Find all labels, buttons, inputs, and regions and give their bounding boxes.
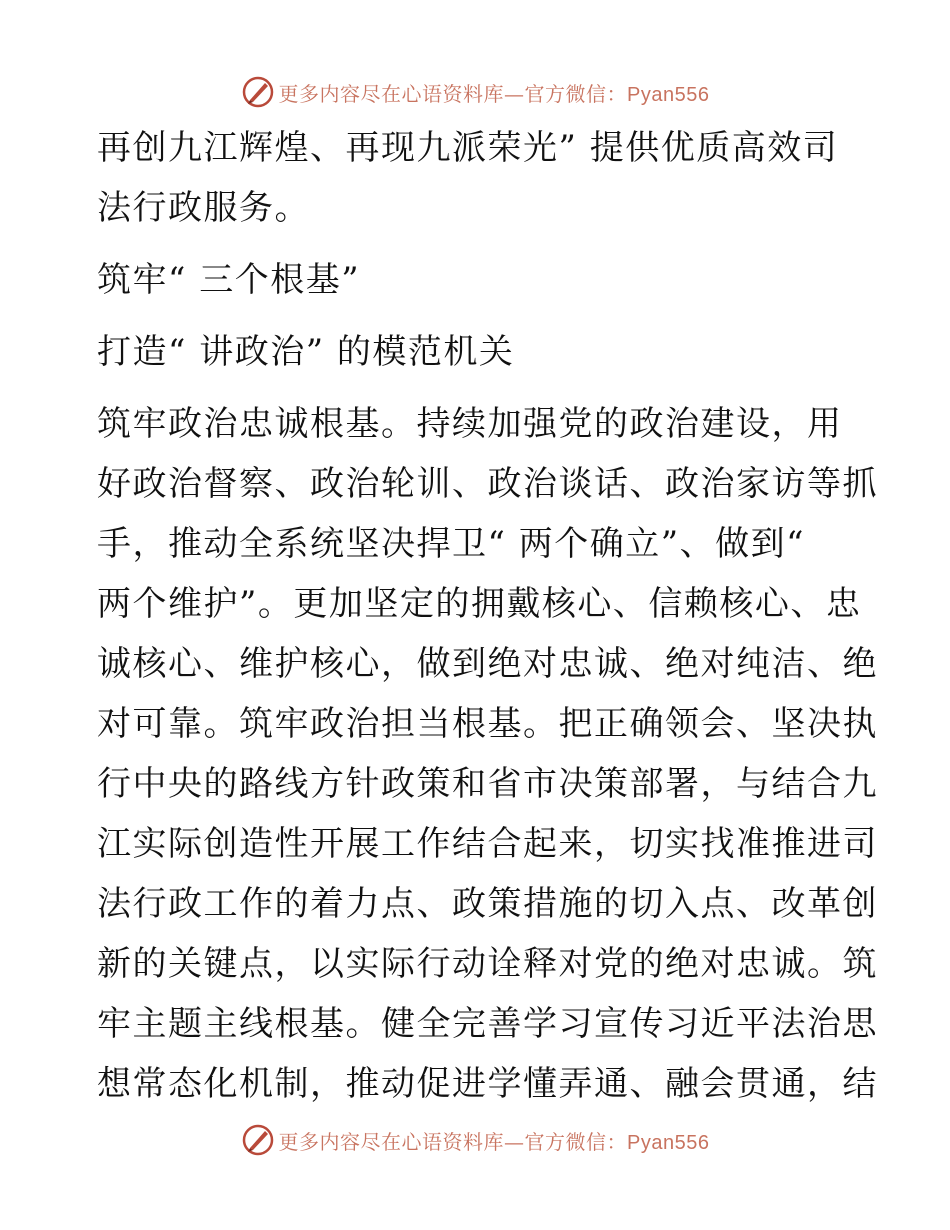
document-body: [97, 118, 878, 1114]
text-line: 想常态化机制，推动促进学懂弄通、融会贯通，结: [97, 1064, 878, 1104]
text-line: 江实际创造性开展工作结合起来，切实找准推进司: [97, 824, 878, 864]
watermark-wechat-id: Pyan556: [627, 1131, 710, 1154]
section-heading: 打造“ 讲政治” 的模范机关: [97, 332, 515, 372]
text-line: 行中央的路线方针政策和省市决策部署，与结合九: [97, 764, 878, 804]
text-line: 法行政服务。: [97, 188, 310, 228]
text-line: 再创九江辉煌、再现九派荣光” 提供优质高效司: [97, 128, 839, 168]
text-line: 对可靠。筑牢政治担当根基。把正确领会、坚决执: [97, 704, 878, 744]
header-watermark: [0, 72, 950, 112]
text-line: 新的关键点，以实际行动诠释对党的绝对忠诚。筑: [97, 944, 878, 984]
text-line: 好政治督察、政治轮训、政治谈话、政治家访等抓: [97, 464, 878, 504]
text-line: 手，推动全系统坚决捍卫“ 两个确立”、做到“: [97, 524, 805, 564]
text-line: 法行政工作的着力点、政策措施的切入点、改革创: [97, 884, 878, 924]
text-line: 筑牢政治忠诚根基。持续加强党的政治建设，用: [97, 404, 843, 444]
text-line: 牢主题主线根基。健全完善学习宣传习近平法治思: [97, 1004, 878, 1044]
watermark-wechat-id: Pyan556: [627, 83, 710, 106]
text-line: 两个维护”。更加坚定的拥戴核心、信赖核心、忠: [97, 584, 862, 624]
footer-watermark: [0, 1120, 950, 1160]
section-heading: 筑牢“ 三个根基”: [97, 260, 361, 300]
quill-pen-logo-icon: [241, 1123, 275, 1157]
watermark-text: 更多内容尽在心语资料库—官方微信：Pyan556: [278, 81, 710, 106]
watermark-text: 更多内容尽在心语资料库—官方微信：Pyan556: [278, 1129, 710, 1154]
text-line: 诚核心、维护核心，做到绝对忠诚、绝对纯洁、绝: [97, 644, 878, 684]
quill-pen-logo-icon: [241, 75, 275, 109]
